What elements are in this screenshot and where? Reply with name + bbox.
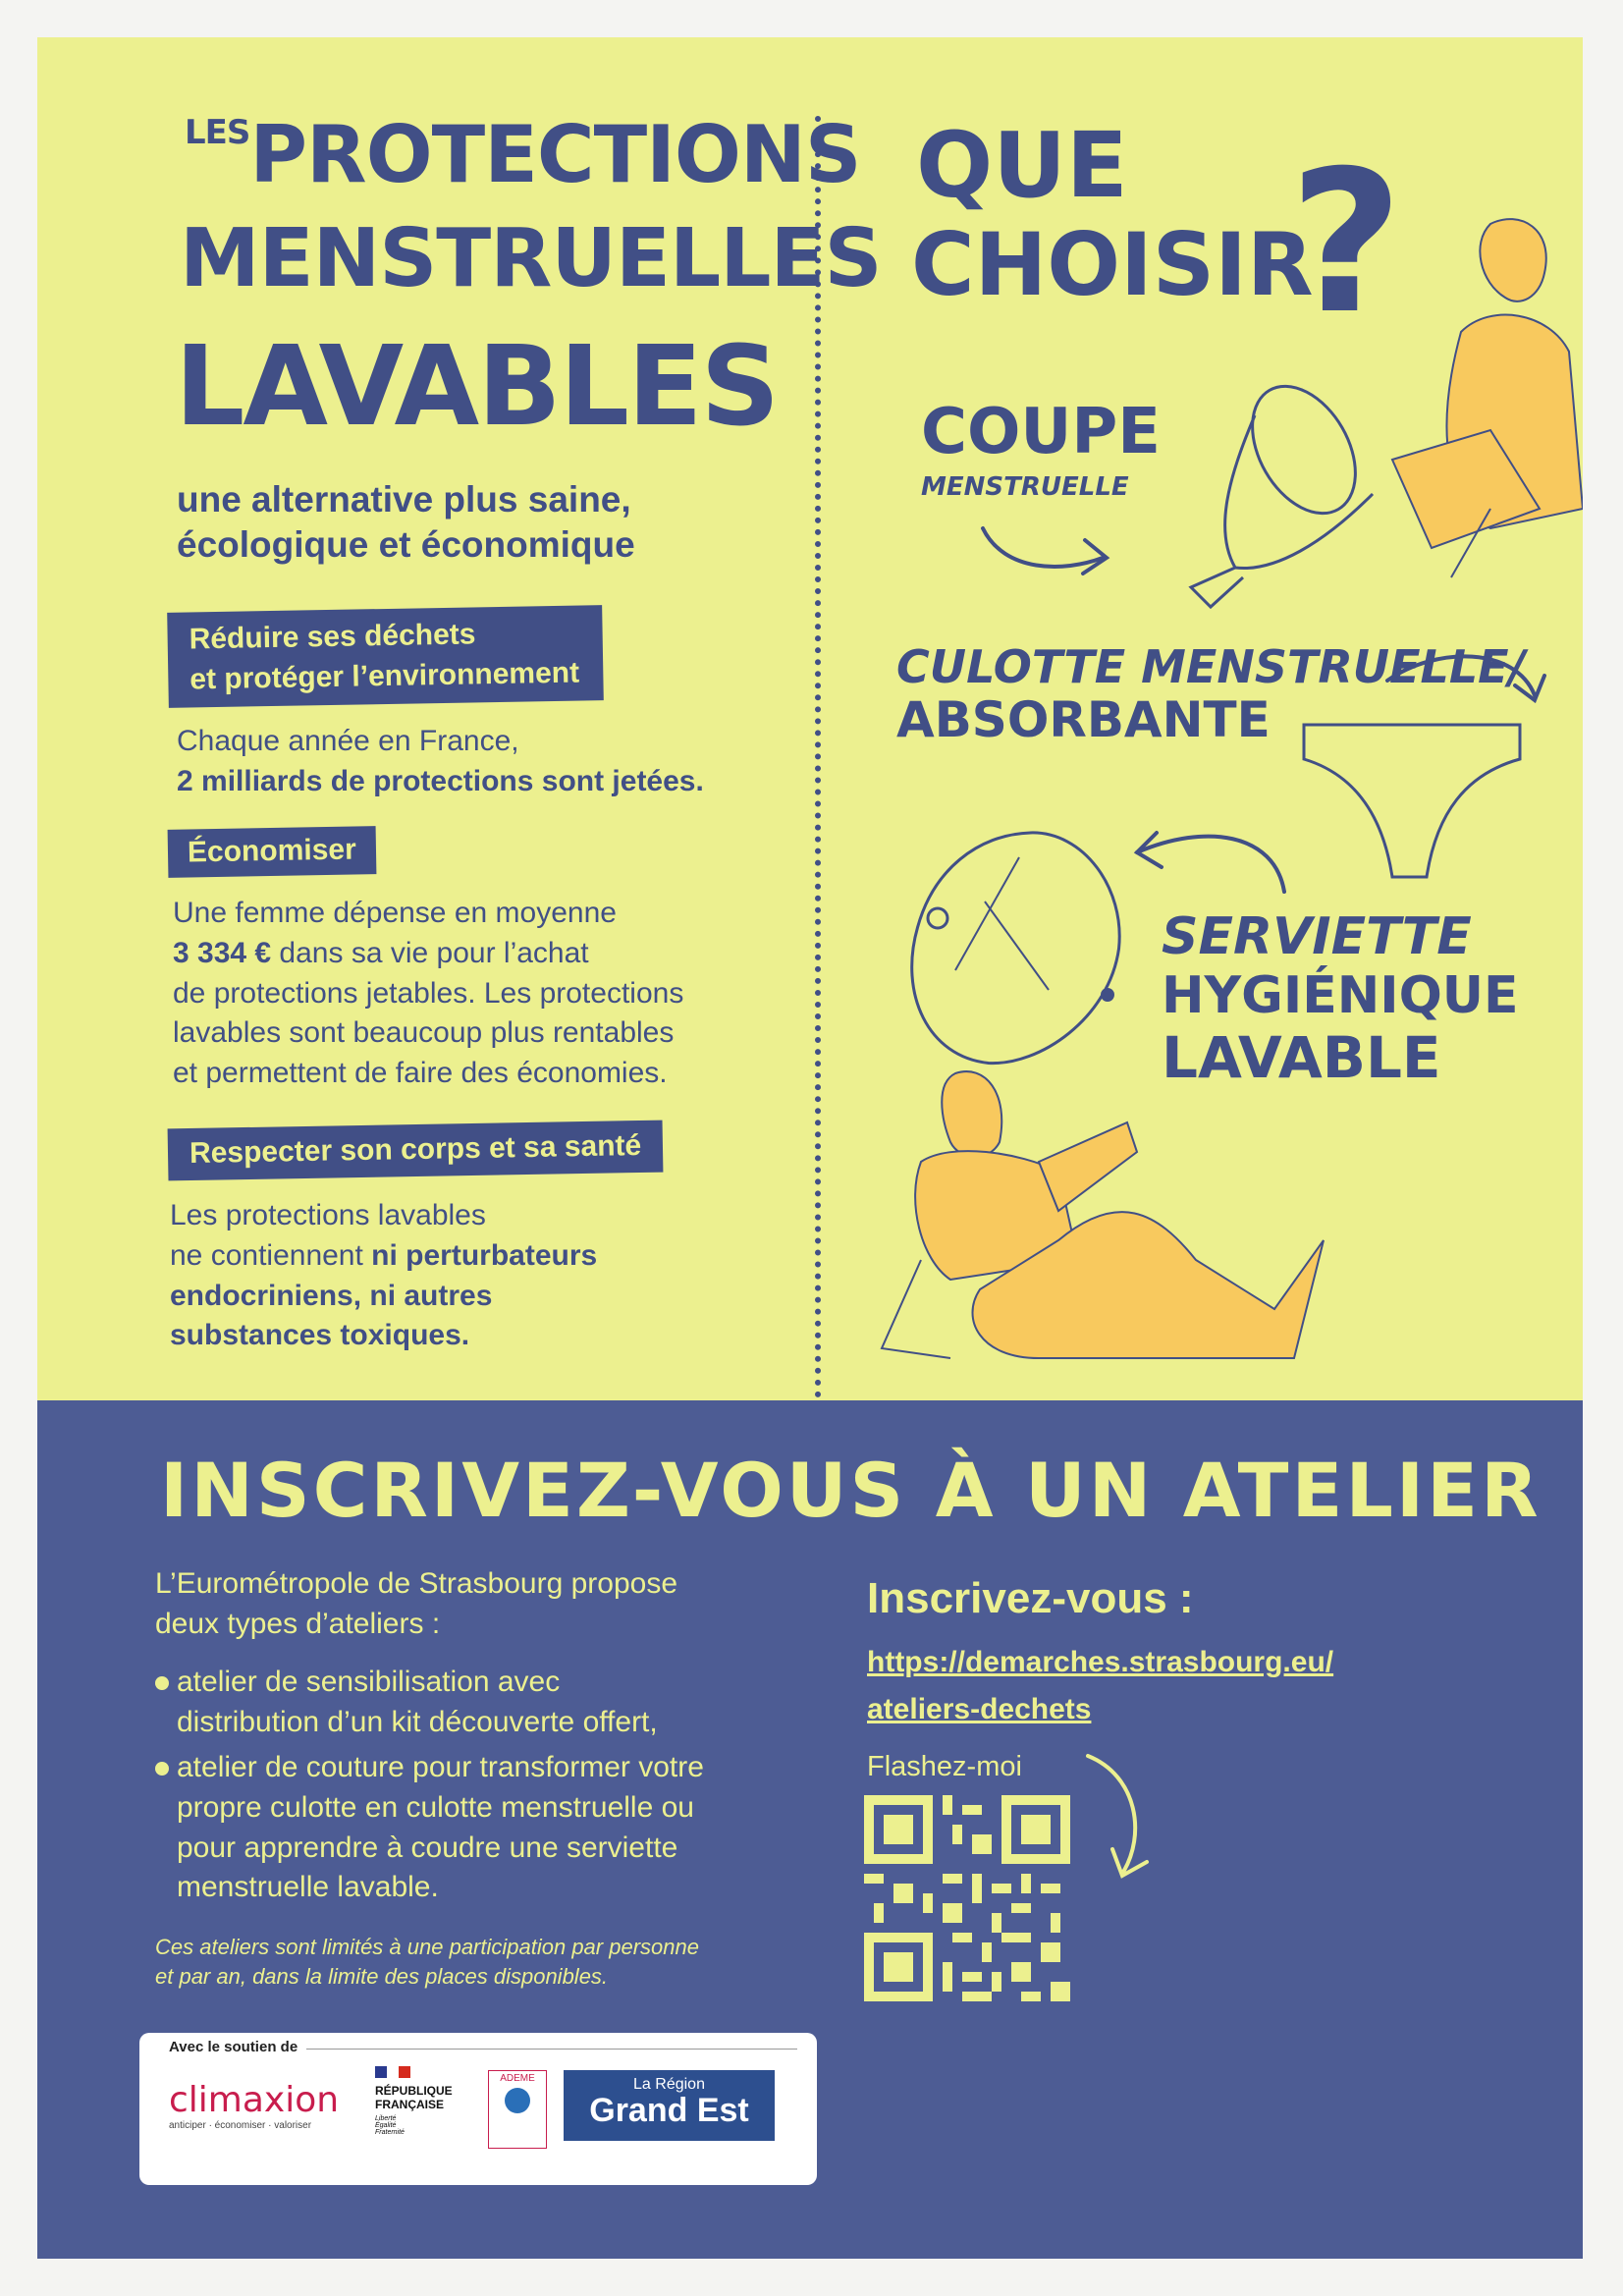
divider	[306, 2049, 797, 2050]
arrow-down-icon	[1078, 1746, 1176, 1893]
workshop-intro: L’Eurométropole de Strasbourg propose deux types d’ateliers :	[155, 1567, 678, 1640]
section-text-save: Une femme dépense en moyenne 3 334 € dans sa vie pour l’achat de protections jetables. Les protections lavables sont beaucoup plus rentables et permettent de faire des économies.	[173, 897, 684, 1090]
section-heading-health: Respecter son corps et sa santé	[168, 1121, 664, 1180]
sanitary-pad-icon	[901, 818, 1147, 1083]
flash-label: Flashez-moi	[867, 1751, 1022, 1782]
section-heading-waste: Réduire ses déchets et protéger l’environnement	[167, 605, 603, 708]
question-mark: ?	[1289, 129, 1404, 357]
registration-link-line1[interactable]: https://demarches.strasbourg.eu/	[867, 1646, 1334, 1678]
climaxion-logo: climaxion anticiper · économiser · valoriser	[169, 2080, 340, 2131]
main-title-small: LES	[185, 113, 250, 152]
pad-label-line2: HYGIÉNIQUE	[1162, 966, 1519, 1025]
republique-francaise-logo: RÉPUBLIQUE FRANÇAISE Liberté Égalité Fraternité	[375, 2066, 453, 2136]
choose-title-line1: QUE	[916, 113, 1128, 218]
section-heading-save: Économiser	[168, 826, 377, 877]
main-title-line2: MENSTRUELLES	[180, 212, 882, 305]
main-title-line3: LAVABLES	[175, 323, 779, 451]
marianne-flag-icon	[375, 2066, 410, 2078]
main-title-line1: $^{LES}$PROTECTIONS	[185, 109, 861, 200]
section-text-health: Les protections lavables ne contiennent ni perturbateurs endocriniens, ni autres substances toxiques.	[170, 1199, 598, 1352]
workshop-note: Ces ateliers sont limités à une participation par personne et par an, dans la limite des places disponibles.	[155, 1935, 699, 1990]
ademe-logo: ADEME	[488, 2070, 547, 2149]
menstrual-cup-icon	[1166, 376, 1392, 622]
dotted-divider	[815, 116, 821, 1422]
cup-label-line2: MENSTRUELLE	[921, 472, 1129, 502]
section-text-waste: Chaque année en France, 2 milliards de protections sont jetées.	[177, 725, 704, 797]
pad-label-line3: LAVABLE	[1162, 1024, 1441, 1091]
panty-label-line1: CULOTTE MENSTRUELLE/	[896, 640, 1526, 693]
register-label: Inscrivez-vous :	[867, 1574, 1194, 1622]
sponsors-label: Avec le soutien de	[169, 2039, 298, 2055]
arrow-curve-down-icon	[1378, 641, 1554, 720]
grand-est-logo: La Région Grand Est	[564, 2070, 775, 2141]
panty-label-line2: ABSORBANTE	[896, 691, 1271, 748]
bullet-icon	[155, 1762, 169, 1776]
subtitle: une alternative plus saine, écologique et économique	[177, 479, 635, 566]
poster: $^{LES}$PROTECTIONS MENSTRUELLES LAVABLES une alternative plus saine, écologique et économique Réduire ses déchets et protéger l’environnement Chaque année en France, 2 milliards de protections sont jetées. Économiser Une femme dépense en moyenne 3 334 € dans sa vie pour l’achat de protections jetables. Les protections lavables sont beaucoup plus rentables et permettent de faire des économies. Respecter son corps et sa santé Les protections lavables ne contiennent ni perturbateurs endocriniens, ni autres substances toxiques. QUE CHOISIR ? COUPE MENSTRUELLE CULOTTE MENSTRUELLE/ ABSORBANTE SERVIETTE HYGIÉNIQUE LAVABLE INSCRIVEZ-VOUS À UN ATELIER L’Eurométropole de Strasbourg propose deux types d’ateliers : atelier de sensibilisation avec distribution d’un kit découverte offert, atelier de couture pour transformer votre propre culotte en culotte menstruelle ou pour apprendre à coudre une serviette menstruelle lavable. Ces ateliers sont limités à une participation par personne et par an, dans la limite des places disponibles. Inscrivez-vous : https://demarches.strasbourg.eu/ ateliers-dechets Flashez-moi Avec le soutien de climaxion anticiper · économiser · valoriser RÉPUBLIQUE FRANÇAISE Liberté Égalité Fraternité ADEME La Région Grand Est	[37, 37, 1583, 2259]
choose-title-line2: CHOISIR	[911, 214, 1314, 315]
sponsors-box	[139, 2033, 817, 2185]
panty-icon	[1299, 715, 1535, 892]
qr-code[interactable]	[864, 1795, 1070, 2001]
bullet-icon	[155, 1676, 169, 1690]
workshop-cta-title: INSCRIVEZ-VOUS À UN ATELIER	[160, 1447, 1542, 1534]
arrow-right-icon	[975, 519, 1122, 587]
registration-link-line2[interactable]: ateliers-dechets	[867, 1693, 1092, 1725]
woman-reclining-illustration	[862, 1064, 1373, 1388]
ademe-emblem-icon	[505, 2088, 530, 2113]
cup-label-line1: COUPE	[921, 396, 1161, 468]
woman-sitting-illustration	[1373, 214, 1583, 587]
pad-label-line1: SERVIETTE	[1162, 907, 1472, 966]
